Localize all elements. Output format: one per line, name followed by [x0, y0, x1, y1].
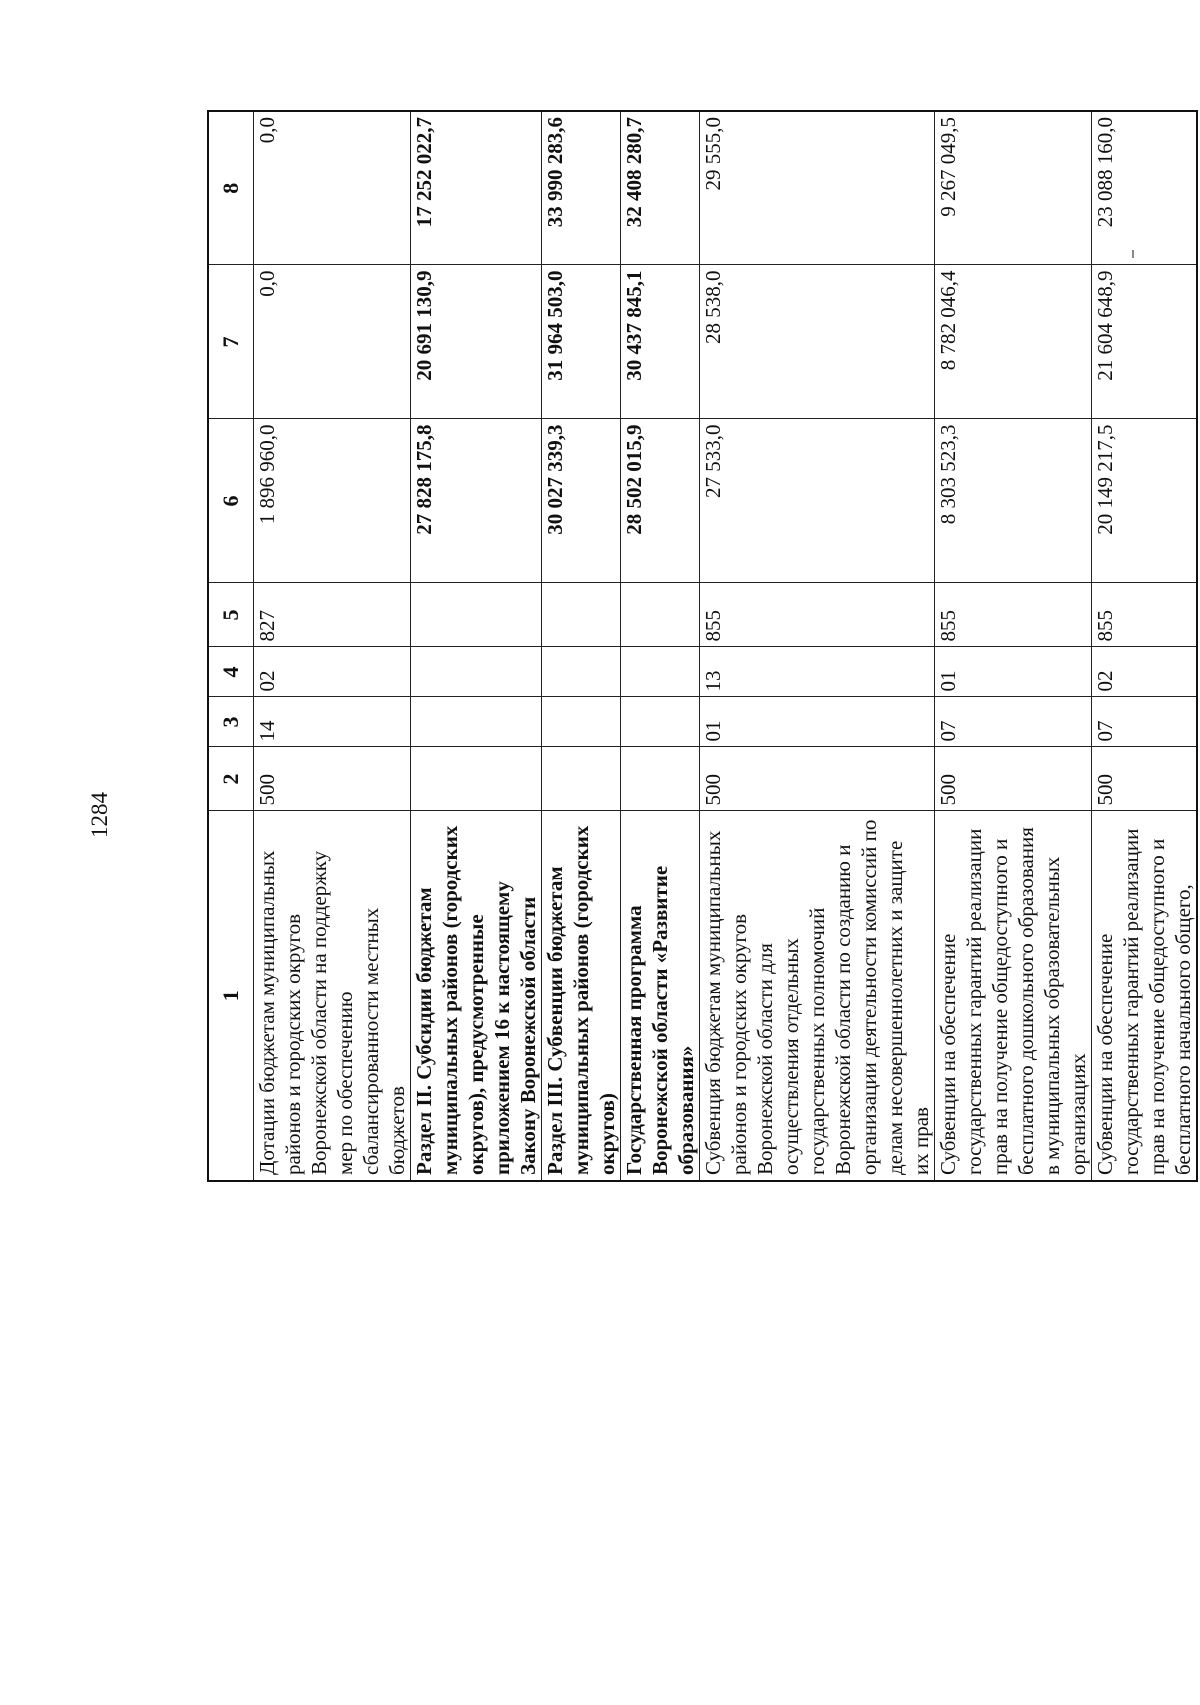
table-row [411, 111, 542, 1181]
cell-col8: 0,0 [254, 111, 411, 265]
cell-col3: 07 [1092, 697, 1198, 747]
header-cell: 4 [208, 647, 254, 697]
cell-col4 [542, 647, 621, 697]
row-name: Субвенции на обеспечение государственных гарантий реализации прав на получение общедоступного и бесплатного начального общего, [1092, 811, 1198, 1181]
budget-table [207, 110, 1198, 1182]
cell-col7: 31 964 503,0 [542, 265, 621, 419]
cell-col7: 0,0 [254, 265, 411, 419]
cell-col6: 8 303 523,3 [935, 419, 1092, 583]
row-name: Государственная программа Воронежской области «Развитие образования» [621, 811, 700, 1181]
cell-col2: 500 [935, 747, 1092, 811]
cell-col2 [542, 747, 621, 811]
cell-col4: 13 [700, 647, 935, 697]
cell-col3 [621, 697, 700, 747]
row-name: Раздел III. Субвенции бюджетам муниципальных районов (городских округов) [542, 811, 621, 1181]
cell-col6: 20 149 217,5 [1092, 419, 1198, 583]
cell-col2: 500 [700, 747, 935, 811]
cell-col2 [621, 747, 700, 811]
cell-col3: 01 [700, 697, 935, 747]
cell-col2 [411, 747, 542, 811]
cell-col5: 827 [254, 583, 411, 647]
cell-col4: 02 [1092, 647, 1198, 697]
cell-col2: 500 [254, 747, 411, 811]
table-row [621, 111, 700, 1181]
row-name: Дотации бюджетам муниципальных районов и городских округов Воронежской области на поддержку мер по обеспечению сбалансированности местных бюджетов [254, 811, 411, 1181]
cell-col7: 30 437 845,1 [621, 265, 700, 419]
header-cell: 5 [208, 583, 254, 647]
row-name: Субвенции на обеспечение государственных гарантий реализации прав на получение общедоступного и бесплатного дошкольного образования в муниципальных образовательных организациях [935, 811, 1092, 1181]
table-row [542, 111, 621, 1181]
cell-col3: 07 [935, 697, 1092, 747]
cell-col3 [542, 697, 621, 747]
cell-col8: 29 555,0 [700, 111, 935, 265]
cell-col5 [621, 583, 700, 647]
cell-col7: 20 691 130,9 [411, 265, 542, 419]
cell-col4 [411, 647, 542, 697]
table-row [935, 111, 1092, 1181]
cell-col4 [621, 647, 700, 697]
header-row [208, 111, 254, 1181]
table-row [254, 111, 411, 1181]
cell-col2: 500 [1092, 747, 1198, 811]
table-row [1092, 111, 1198, 1181]
cell-col8: 23 088 160,0 [1092, 111, 1198, 265]
cell-col5 [411, 583, 542, 647]
header-cell: 3 [208, 697, 254, 747]
header-cell: 2 [208, 747, 254, 811]
budget-table-rotated [207, 112, 1195, 1182]
cell-col8: 9 267 049,5 [935, 111, 1092, 265]
header-cell: 8 [208, 111, 254, 265]
scan-speck [1132, 250, 1134, 258]
cell-col8: 17 252 022,7 [411, 111, 542, 265]
cell-col6: 27 533,0 [700, 419, 935, 583]
header-cell: 7 [208, 265, 254, 419]
row-name: Субвенция бюджетам муниципальных районов и городских округов Воронежской области для осуществления отдельных государственных полномочий Воронежской области по созданию и организации деятельности комиссий по делам несовершеннолетних и защите их прав [700, 811, 935, 1181]
cell-col3: 14 [254, 697, 411, 747]
cell-col5 [542, 583, 621, 647]
cell-col5: 855 [700, 583, 935, 647]
cell-col7: 28 538,0 [700, 265, 935, 419]
header-cell: 6 [208, 419, 254, 583]
cell-col6: 30 027 339,3 [542, 419, 621, 583]
cell-col4: 01 [935, 647, 1092, 697]
header-cell: 1 [208, 811, 254, 1181]
cell-col6: 1 896 960,0 [254, 419, 411, 583]
cell-col7: 8 782 046,4 [935, 265, 1092, 419]
cell-col8: 32 408 280,7 [621, 111, 700, 265]
row-name: Раздел II. Субсидии бюджетам муниципальных районов (городских округов), предусмотренные приложением 16 к настоящему Закону Воронежской области [411, 811, 542, 1181]
cell-col5: 855 [935, 583, 1092, 647]
cell-col4: 02 [254, 647, 411, 697]
cell-col6: 28 502 015,9 [621, 419, 700, 583]
cell-col6: 27 828 175,8 [411, 419, 542, 583]
cell-col7: 21 604 648,9 [1092, 265, 1198, 419]
page-number: 1284 [87, 792, 112, 838]
cell-col5: 855 [1092, 583, 1198, 647]
cell-col8: 33 990 283,6 [542, 111, 621, 265]
table-row [700, 111, 935, 1181]
cell-col3 [411, 697, 542, 747]
